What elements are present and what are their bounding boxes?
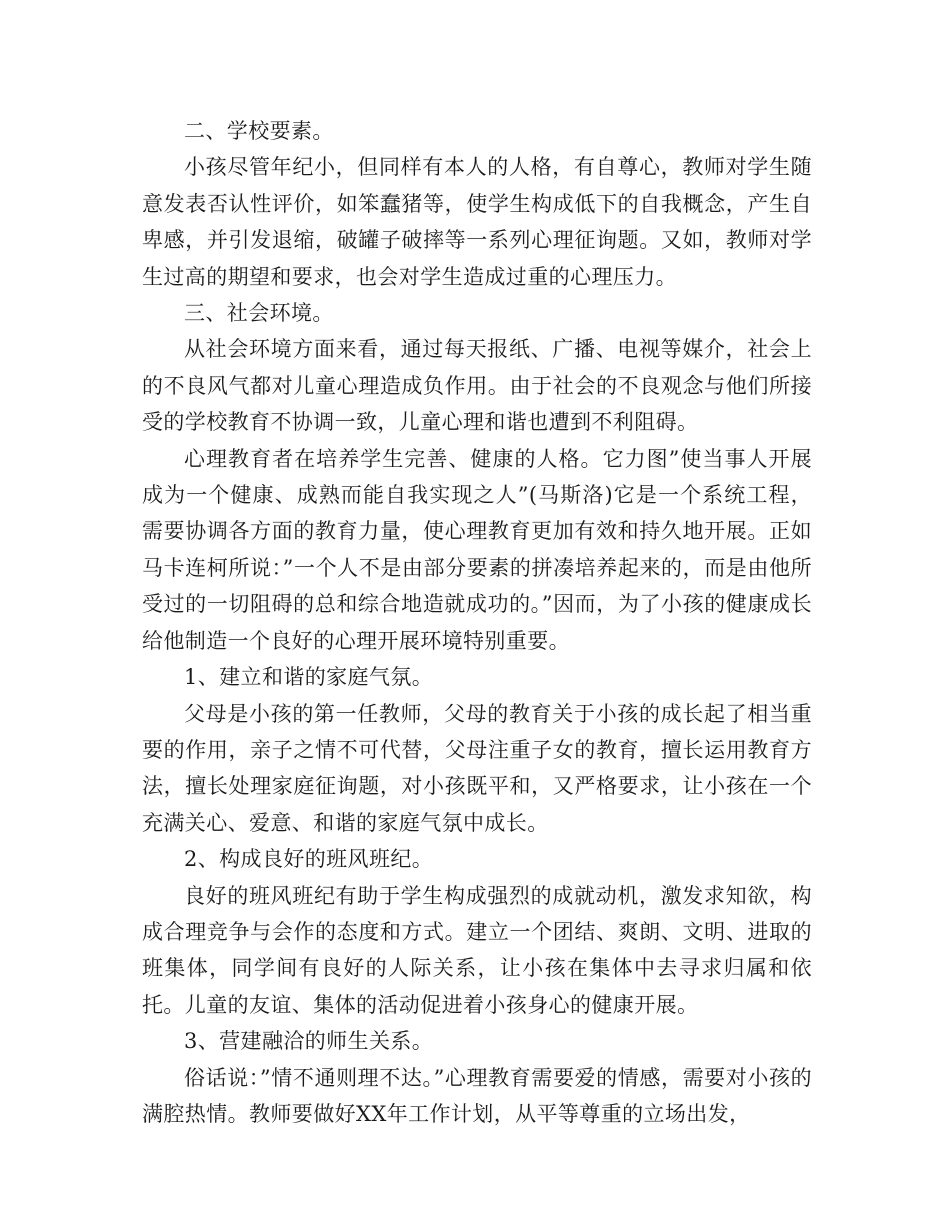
section-heading-school-factors: 二、学校要素。 <box>184 119 334 143</box>
subheading-class-discipline: 2、构成良好的班风班纪。 <box>184 847 434 872</box>
subheading-teacher-student: 3、营建融洽的师生关系。 <box>184 1029 434 1054</box>
paragraph-teacher-student: 俗话说：”情不通则理不达。”心理教育需要爱的情感，需要对小孩的满腔热情。教师要做好XX年工作计划，从平等尊重的立场出发， <box>142 1065 812 1126</box>
paragraph-psychological-education: 心理教育者在培养学生完善、健康的人格。它力图”使当事人开展成为一个健康、成熟而能自我实现之人”(马斯洛)它是一个系统工程，需要协调各方面的教育力量，使心理教育更加有效和持久地开展。正如马卡连柯所说：”一个人不是由部分要素的拼凑培养起来的，而是由他所受过的一切阻碍的总和综合地造就成功的。”因而，为了小孩的健康成长给他制造一个良好的心理开展环境特别重要。 <box>142 446 812 653</box>
paragraph-class-discipline: 良好的班风班纪有助于学生构成强烈的成就动机，激发求知欲，构成合理竞争与会作的态度和方式。建立一个团结、爽朗、文明、进取的班集体，同学间有良好的人际关系，让小孩在集体中去寻求归属和依托。儿童的友谊、集体的活动促进着小孩身心的健康开展。 <box>142 883 812 1017</box>
section-heading-social-environment: 三、社会环境。 <box>184 301 334 326</box>
paragraph-social-environment: 从社会环境方面来看，通过每天报纸、广播、电视等媒介，社会上的不良风气都对儿童心理造成负作用。由于社会的不良观念与他们所接受的学校教育不协调一致，儿童心理和谐也遭到不利阻碍。 <box>142 337 812 435</box>
paragraph-school-factors: 小孩尽管年纪小，但同样有本人的人格，有自尊心，教师对学生随意发表否认性评价，如笨蠢猪等，使学生构成低下的自我概念，产生自卑感，并引发退缩，破罐子破摔等一系列心理征询题。又如，教师对学生过高的期望和要求，也会对学生造成过重的心理压力。 <box>142 155 812 289</box>
subheading-family-atmosphere: 1、建立和谐的家庭气氛。 <box>184 665 434 690</box>
document-page <box>142 113 812 1132</box>
paragraph-family-atmosphere: 父母是小孩的第一任教师，父母的教育关于小孩的成长起了相当重要的作用，亲子之情不可代替，父母注重子女的教育，擅长运用教育方法，擅长处理家庭征询题，对小孩既平和，又严格要求，让小孩在一个充满关心、爱意、和谐的家庭气氛中成长。 <box>142 701 812 835</box>
